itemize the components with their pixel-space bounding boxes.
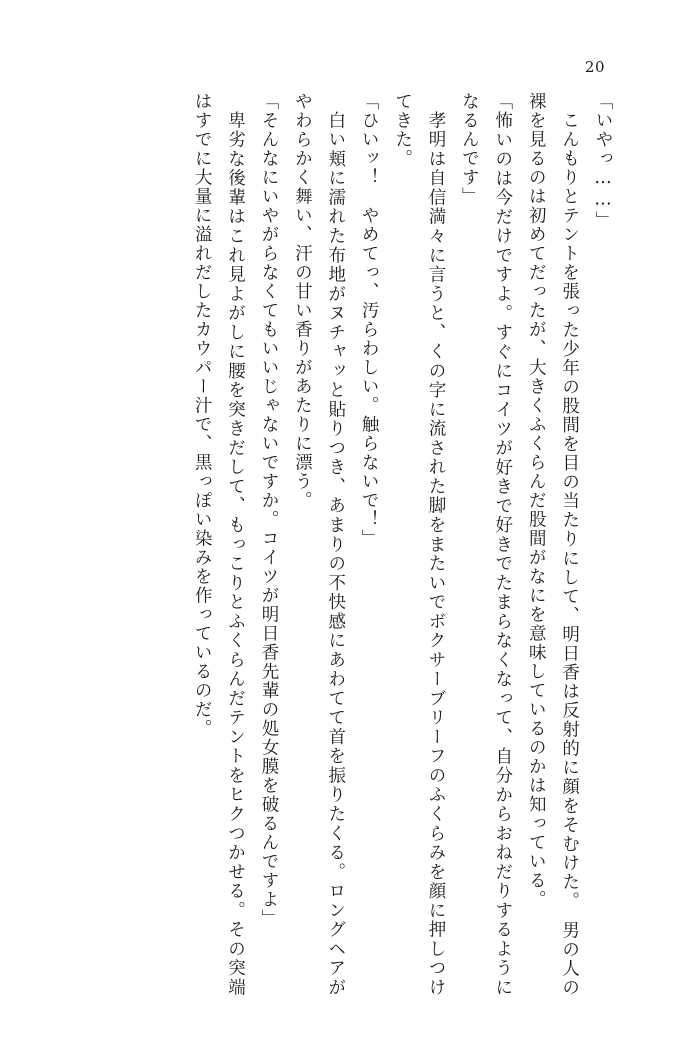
page-number: 20	[584, 58, 605, 76]
paragraph: 「怖いのは今だけですよ。すぐにコイツが好きで好きでたまらなくなって、自分からおねだりするようになるんです」	[459, 92, 513, 997]
paragraph: こんもりとテントを張った少年の股間を目の当たりにして、明日香は反射的に顔をそむけた。 男の人の裸を見るのは初めてだったが、大きくふくらんだ股間がなにを意味しているのかは知っている。	[526, 92, 580, 997]
paragraph: 「ひいッ！ やめてっ、汚らわしい。触らないで！」	[359, 92, 380, 548]
page-text-body	[78, 92, 619, 997]
paragraph: 白い頬に濡れた布地がヌチャッと貼りつき、あまりの不快感にあわてて首を振りたくる。ロングヘアがやわらかく舞い、汗の甘い香りがあたりに漂う。	[292, 92, 346, 997]
paragraph: 孝明は自信満々に言うと、くの字に流された脚をまたいでボクサーブリーフのふくらみを顔に押しつけてきた。	[392, 92, 446, 997]
paragraph: 「そんなにいやがらなくてもいいじゃないですか。コイツが明日香先輩の処女膜を破るんですよ」	[258, 92, 279, 928]
paragraph: 卑劣な後輩はこれ見よがしに腰を突きだして、もっこりとふくらんだテントをヒクつかせる。その突端はすでに大量に溢れだしたカウパー汁で、黒っぽい染みを作っているのだ。	[192, 92, 246, 997]
paragraph: 「いやっ……」	[593, 92, 613, 230]
